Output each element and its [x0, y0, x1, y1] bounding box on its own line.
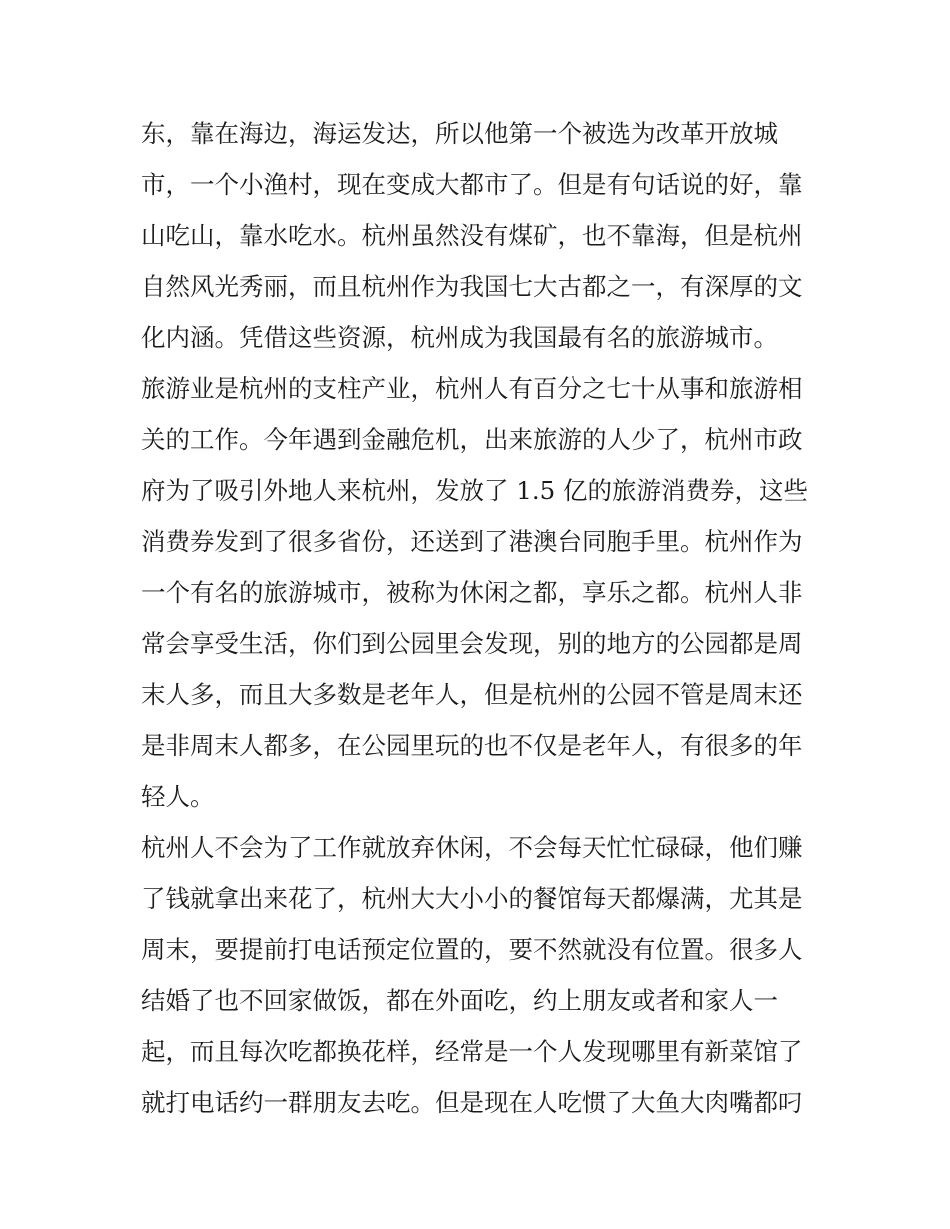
- text-line: 自然风光秀丽，而且杭州作为我国七大古都之一，有深厚的文: [141, 272, 803, 301]
- text-line: 一个有名的旅游城市，被称为休闲之都，享乐之都。杭州人非: [141, 578, 803, 607]
- text-line: 结婚了也不回家做饭，都在外面吃，约上朋友或者和家人一: [141, 986, 778, 1015]
- text-line: 末人多，而且大多数是老年人，但是杭州的公园不管是周末还: [141, 680, 803, 709]
- text-line: 市，一个小渔村，现在变成大都市了。但是有句话说的好，靠: [141, 170, 803, 199]
- text-line: 化内涵。凭借这些资源，杭州成为我国最有名的旅游城市。: [141, 323, 778, 352]
- text-line: 了钱就拿出来花了，杭州大大小小的餐馆每天都爆满，尤其是: [141, 884, 803, 913]
- text-line: 山吃山，靠水吃水。杭州虽然没有煤矿，也不靠海，但是杭州: [141, 221, 803, 250]
- text-line: 是非周末人都多，在公园里玩的也不仅是老年人，有很多的年: [141, 731, 803, 760]
- text-line: 轻人。: [141, 782, 215, 811]
- text-line: 杭州人不会为了工作就放弃休闲，不会每天忙忙碌碌，他们赚: [141, 833, 803, 862]
- text-line: 起，而且每次吃都换花样，经常是一个人发现哪里有新菜馆了: [141, 1037, 803, 1066]
- body-text: [141, 108, 816, 1128]
- text-line: 关的工作。今年遇到金融危机，出来旅游的人少了，杭州市政: [141, 425, 803, 454]
- text-line: 旅游业是杭州的支柱产业，杭州人有百分之七十从事和旅游相: [141, 374, 803, 403]
- text-line: 周末，要提前打电话预定位置的，要不然就没有位置。很多人: [141, 935, 803, 964]
- text-line: 东，靠在海边，海运发达，所以他第一个被选为改革开放城: [141, 119, 778, 148]
- text-line: 常会享受生活，你们到公园里会发现，别的地方的公园都是周: [141, 629, 803, 658]
- text-line: 消费券发到了很多省份，还送到了港澳台同胞手里。杭州作为: [141, 527, 803, 556]
- text-line: 府为了吸引外地人来杭州，发放了 1.5 亿的旅游消费券，这些: [141, 476, 809, 505]
- text-line: 就打电话约一群朋友去吃。但是现在人吃惯了大鱼大肉嘴都叼: [141, 1088, 803, 1117]
